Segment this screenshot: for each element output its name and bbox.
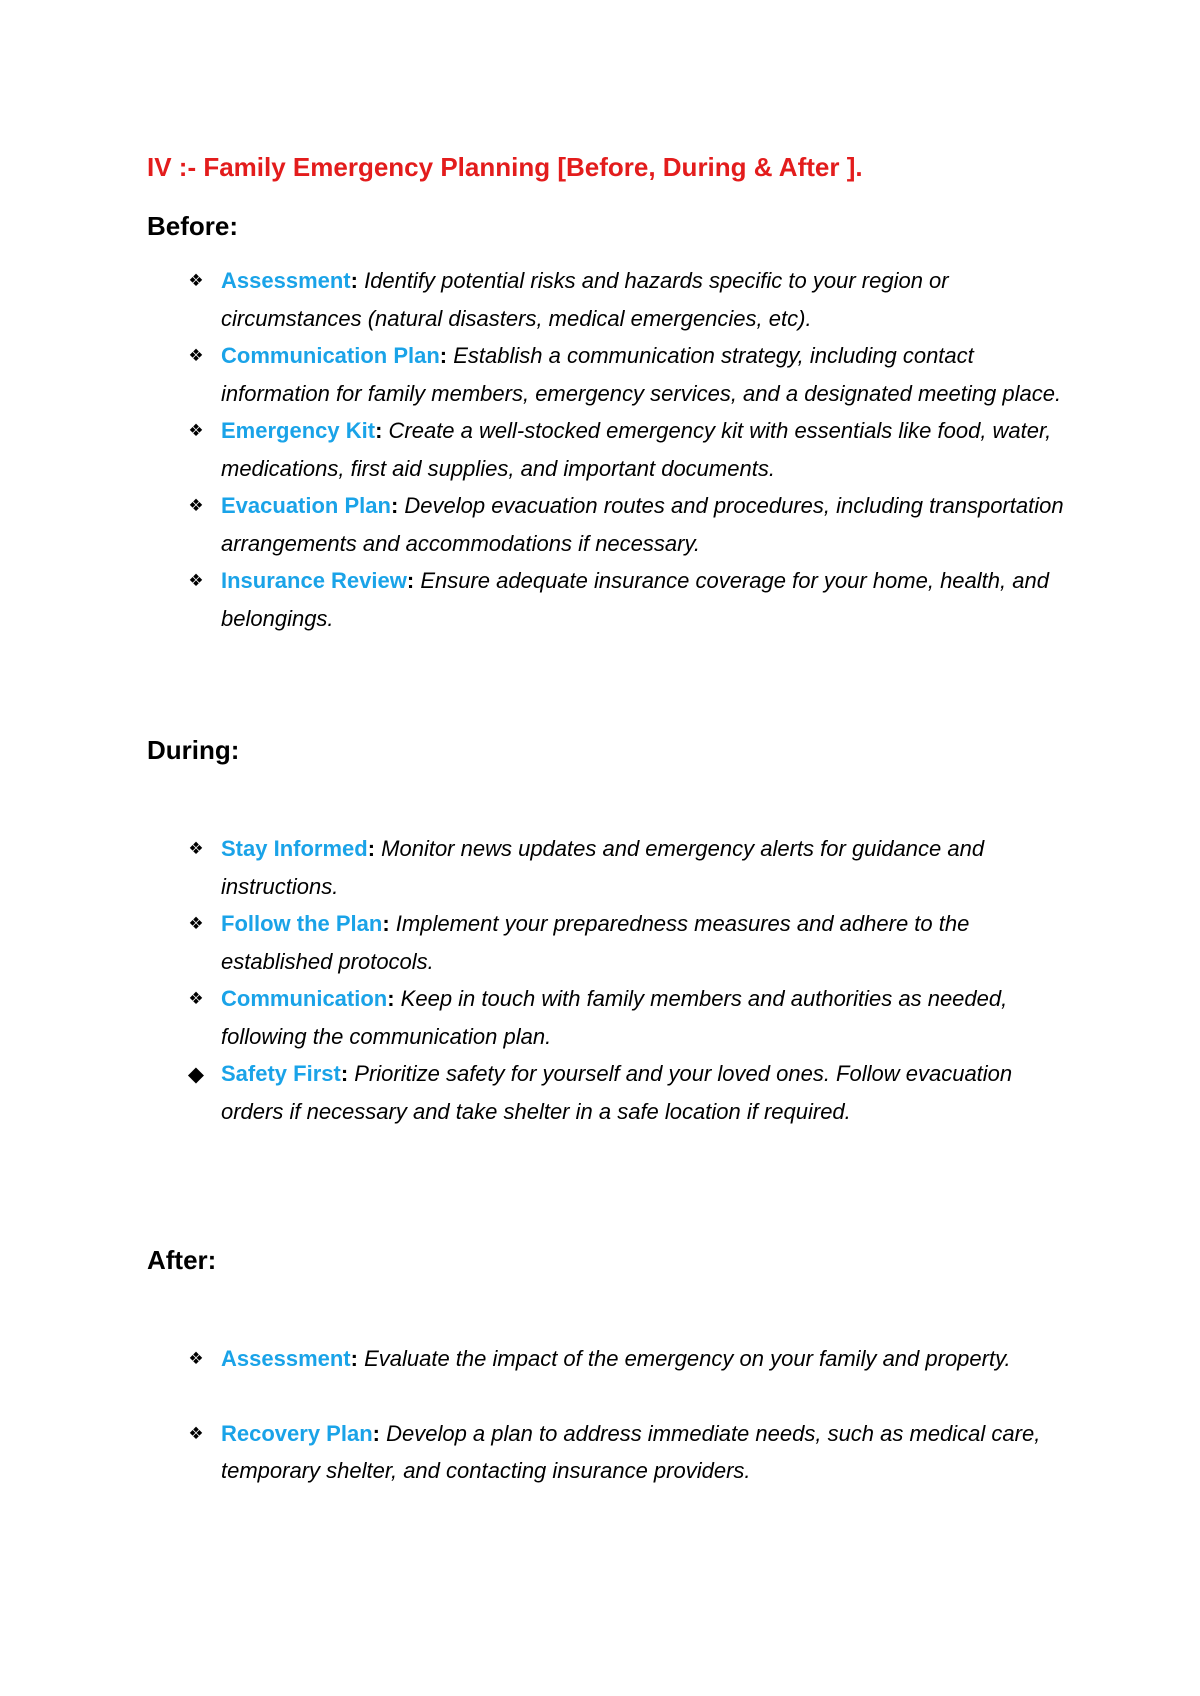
- item-colon: :: [350, 268, 358, 293]
- item-term: Recovery Plan: [221, 1420, 373, 1446]
- four-star-bullet-icon: ❖: [188, 914, 204, 934]
- list-item: [187, 830, 1067, 905]
- item-term: Evacuation Plan: [221, 493, 391, 518]
- item-description: Create a well-stocked emergency kit with essentials like food, water, medications, first aid supplies, and important documents.: [221, 418, 1052, 481]
- four-star-bullet-icon: ❖: [188, 1423, 204, 1444]
- list-item: [187, 487, 1067, 562]
- item-colon: :: [340, 1061, 349, 1086]
- item-colon: :: [390, 493, 399, 518]
- item-colon: :: [439, 343, 448, 368]
- four-star-bullet-icon: ❖: [188, 496, 204, 516]
- section-heading-during: During:: [147, 735, 240, 765]
- item-term: Follow the Plan: [221, 911, 383, 936]
- item-colon: :: [350, 1346, 358, 1371]
- list-item: [187, 905, 1067, 980]
- item-description: Develop evacuation routes and procedures, including transportation arrangements and accommodations if necessary.: [221, 493, 1064, 556]
- list-item: [187, 1340, 1067, 1378]
- page-title: IV :- Family Emergency Planning [Before, During & After ].: [147, 152, 863, 182]
- after-list: [187, 1340, 1067, 1490]
- item-term: Communication Plan: [221, 343, 440, 368]
- item-description: Prioritize safety for yourself and your loved ones. Follow evacuation orders if necessary and take shelter in a safe location if required.: [221, 1061, 1013, 1124]
- before-list: [187, 262, 1067, 637]
- section-heading-after: After:: [147, 1245, 217, 1275]
- during-list: [187, 830, 1067, 1130]
- four-star-bullet-icon: ❖: [188, 1349, 204, 1369]
- item-colon: :: [406, 568, 415, 593]
- item-colon: :: [375, 418, 383, 443]
- list-item: [187, 1415, 1067, 1490]
- four-star-bullet-icon: ❖: [188, 839, 204, 859]
- list-item: [187, 337, 1067, 412]
- item-term: Stay Informed: [221, 836, 368, 861]
- item-colon: :: [367, 836, 376, 861]
- four-star-bullet-icon: ❖: [188, 271, 204, 291]
- item-term: Assessment: [221, 268, 351, 293]
- item-description: Implement your preparedness measures and adhere to the established protocols.: [221, 911, 970, 974]
- item-term: Insurance Review: [221, 568, 407, 593]
- diamond-bullet-icon: ◆: [187, 1062, 205, 1086]
- item-description: Identify potential risks and hazards specific to your region or circumstances (natural disasters, medical emergencies, etc).: [221, 268, 949, 331]
- list-item: [187, 562, 1067, 637]
- item-description: Ensure adequate insurance coverage for your home, health, and belongings.: [221, 568, 1049, 631]
- item-term: Safety First: [221, 1061, 341, 1086]
- four-star-bullet-icon: ❖: [188, 346, 204, 366]
- item-term: Communication: [221, 986, 388, 1011]
- four-star-bullet-icon: ❖: [188, 989, 204, 1009]
- four-star-bullet-icon: ❖: [188, 421, 204, 441]
- item-term: Assessment: [221, 1346, 351, 1371]
- item-description: Monitor news updates and emergency alerts for guidance and instructions.: [221, 836, 985, 899]
- item-term: Emergency Kit: [221, 418, 376, 443]
- item-colon: :: [372, 1420, 380, 1446]
- item-description: Evaluate the impact of the emergency on your family and property.: [357, 1346, 1011, 1371]
- item-colon: :: [382, 911, 390, 936]
- item-description: Establish a communication strategy, including contact information for family members, emergency services, and a designated meeting place.: [221, 343, 1062, 406]
- list-item: [187, 262, 1067, 337]
- four-star-bullet-icon: ❖: [188, 571, 204, 591]
- list-item: [187, 412, 1067, 487]
- list-item: [187, 980, 1067, 1055]
- item-description: Keep in touch with family members and authorities as needed, following the communication plan.: [221, 986, 1008, 1049]
- list-item: [187, 1055, 1067, 1130]
- item-colon: :: [387, 986, 395, 1011]
- item-description: Develop a plan to address immediate needs, such as medical care, temporary shelter, and contacting insurance providers.: [221, 1420, 1041, 1483]
- section-heading-before: Before:: [147, 211, 239, 241]
